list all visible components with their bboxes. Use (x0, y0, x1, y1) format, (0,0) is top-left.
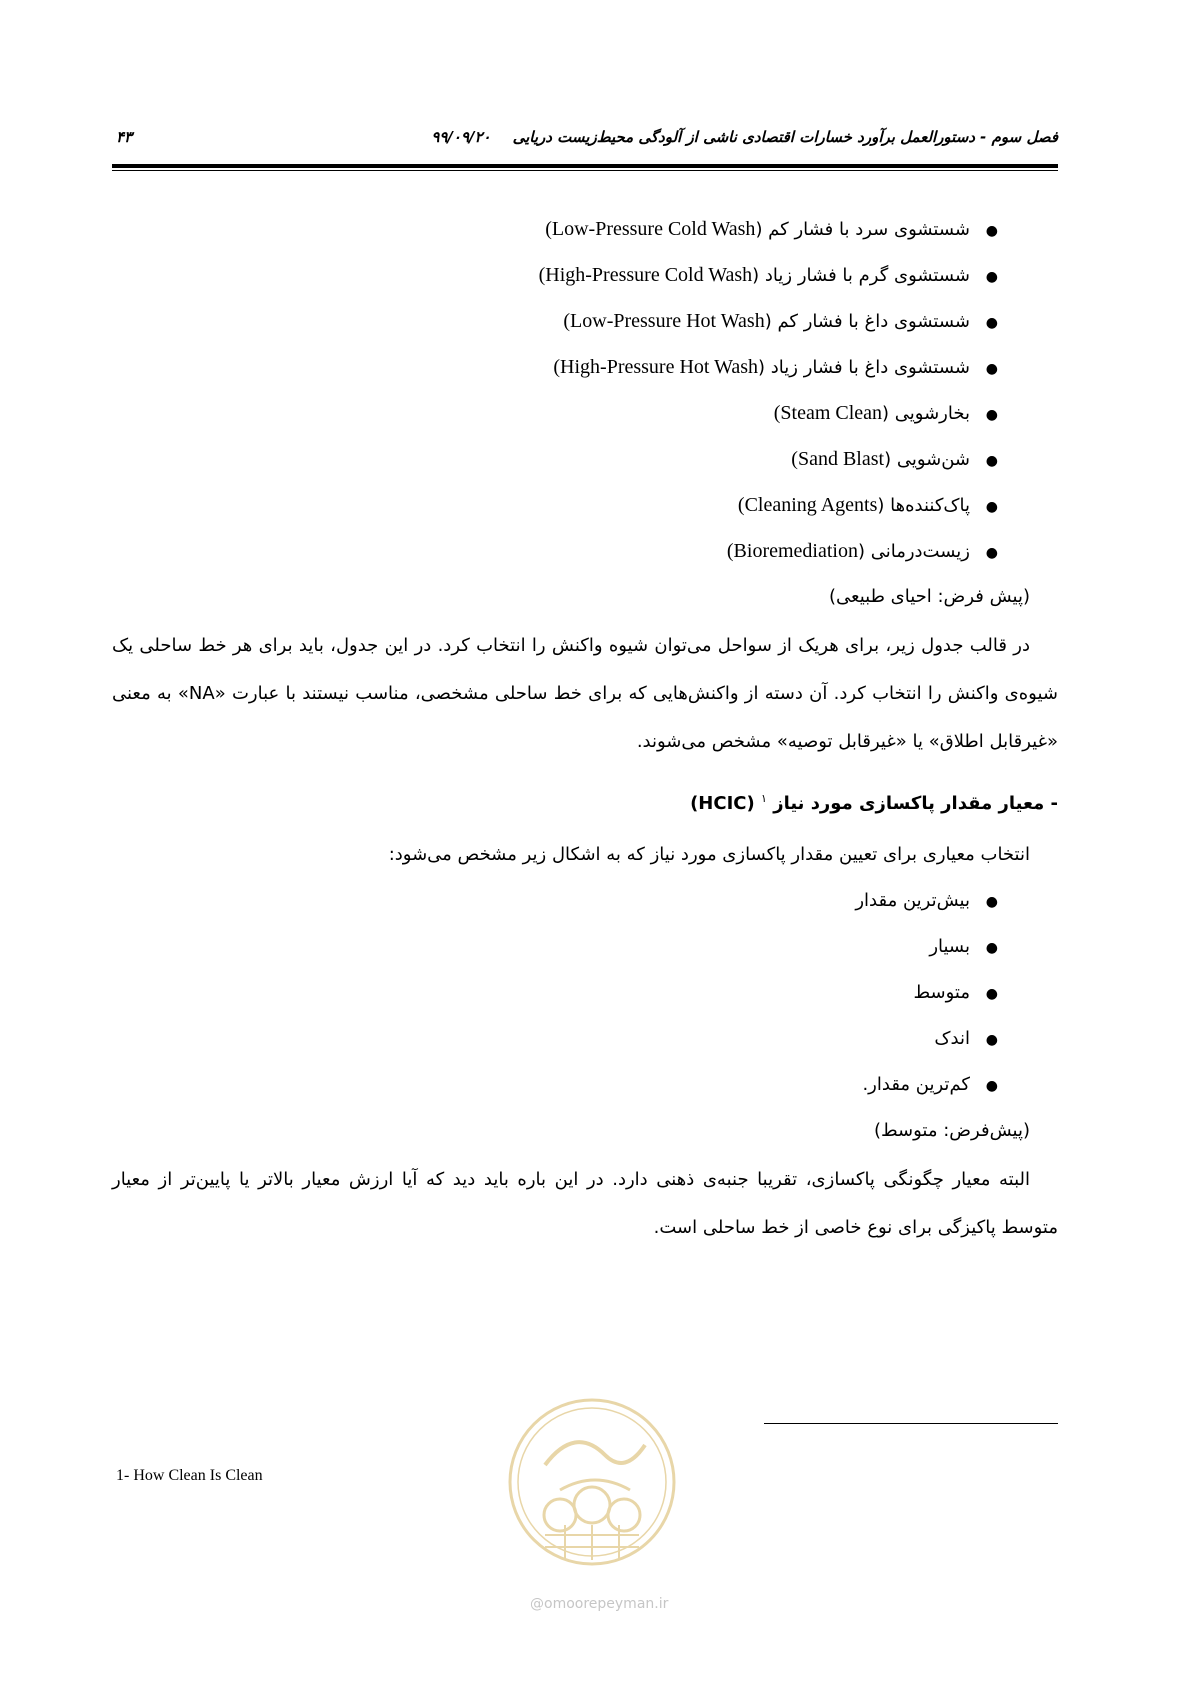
bullet-icon: ● (985, 315, 998, 331)
bullet-icon: ● (985, 986, 998, 1002)
header-rule (112, 164, 1058, 171)
list-item: ●زیست‌درمانی (Bioremediation) (112, 536, 998, 582)
list-item: ●متوسط (112, 978, 998, 1024)
list-item: ●بیش‌ترین مقدار (112, 886, 998, 932)
bullet-icon: ● (985, 940, 998, 956)
bullet-icon: ● (985, 499, 998, 515)
bullet-icon: ● (985, 894, 998, 910)
list-item: ●شن‌شویی (Sand Blast) (112, 444, 998, 490)
body-paragraph: انتخاب معیاری برای تعیین مقدار پاکسازی مورد نیاز که به اشکال زیر مشخص می‌شود: (388, 844, 1030, 865)
cleanup-levels-list (112, 886, 1058, 1116)
page-content (112, 214, 1058, 1252)
list-item: ●کم‌ترین مقدار. (112, 1070, 998, 1116)
chapter-title: فصل سوم - دستورالعمل برآورد خسارات اقتصادی ناشی از آلودگی محیط‌زیست دریایی (512, 128, 1058, 146)
bullet-icon: ● (985, 1078, 998, 1094)
list-item: ●شستشوی گرم با فشار زیاد (High-Pressure Cold Wash) (112, 260, 998, 306)
header-title (431, 128, 1058, 146)
list-item: ●بسیار (112, 932, 998, 978)
bullet-icon: ● (985, 453, 998, 469)
bullet-icon: ● (985, 361, 998, 377)
bullet-icon: ● (985, 269, 998, 285)
list-item: ●پاک‌کننده‌ها (Cleaning Agents) (112, 490, 998, 536)
watermark-site: @omoorepeyman.ir (530, 1596, 669, 1612)
footnote: 1- How Clean Is Clean (116, 1467, 263, 1484)
page-header (112, 124, 1058, 152)
page-number: ۴۳ (116, 128, 133, 146)
list-item: ●اندک (112, 1024, 998, 1070)
body-paragraph: در قالب جدول زیر، برای هریک از سواحل می‌توان شیوه واکنش را انتخاب کرد. در این جدول، باید برای هر خط ساحلی یک شیوه‌ی واکنش را انتخاب کرد. آن دسته از واکنش‌هایی که برای خط ساحلی مشخصی، مناسب نیستند با عبارت «NA» به معنی «غیرقابل اطلاق» یا «غیرقابل توصیه» مشخص می‌شوند. (112, 635, 1058, 752)
default-note: (پیش فرض: احیای طبیعی) (829, 586, 1030, 607)
list-item: ●بخارشویی (Steam Clean) (112, 398, 998, 444)
section-heading: - معیار مقدار پاکسازی مورد نیاز $^۱$ (HCIC) (690, 792, 1058, 814)
bullet-icon: ● (985, 407, 998, 423)
list-item: ●شستشوی سرد با فشار کم (Low-Pressure Cold Wash) (112, 214, 998, 260)
list-item: ●شستشوی داغ با فشار زیاد (High-Pressure Hot Wash) (112, 352, 998, 398)
list-item: ●شستشوی داغ با فشار کم (Low-Pressure Hot Wash) (112, 306, 998, 352)
body-paragraph: البته معیار چگونگی پاکسازی، تقریبا جنبه‌ی ذهنی دارد. در این باره باید دید که آیا ارزش معیار بالاتر یا پایین‌تر از معیار متوسط پاکیزگی برای نوع خاصی از خط ساحلی است. (112, 1169, 1058, 1238)
footnote-ref: ۱ (761, 792, 767, 805)
bullet-icon: ● (985, 223, 998, 239)
footnote-rule (764, 1423, 1058, 1424)
wash-methods-list (112, 214, 1058, 582)
default-note: (پیش‌فرض: متوسط) (873, 1120, 1030, 1141)
watermark-logo-icon (505, 1395, 680, 1570)
bullet-icon: ● (985, 1032, 998, 1048)
bullet-icon: ● (985, 545, 998, 561)
header-date: ۹۹/۰۹/۲۰ (431, 128, 491, 146)
